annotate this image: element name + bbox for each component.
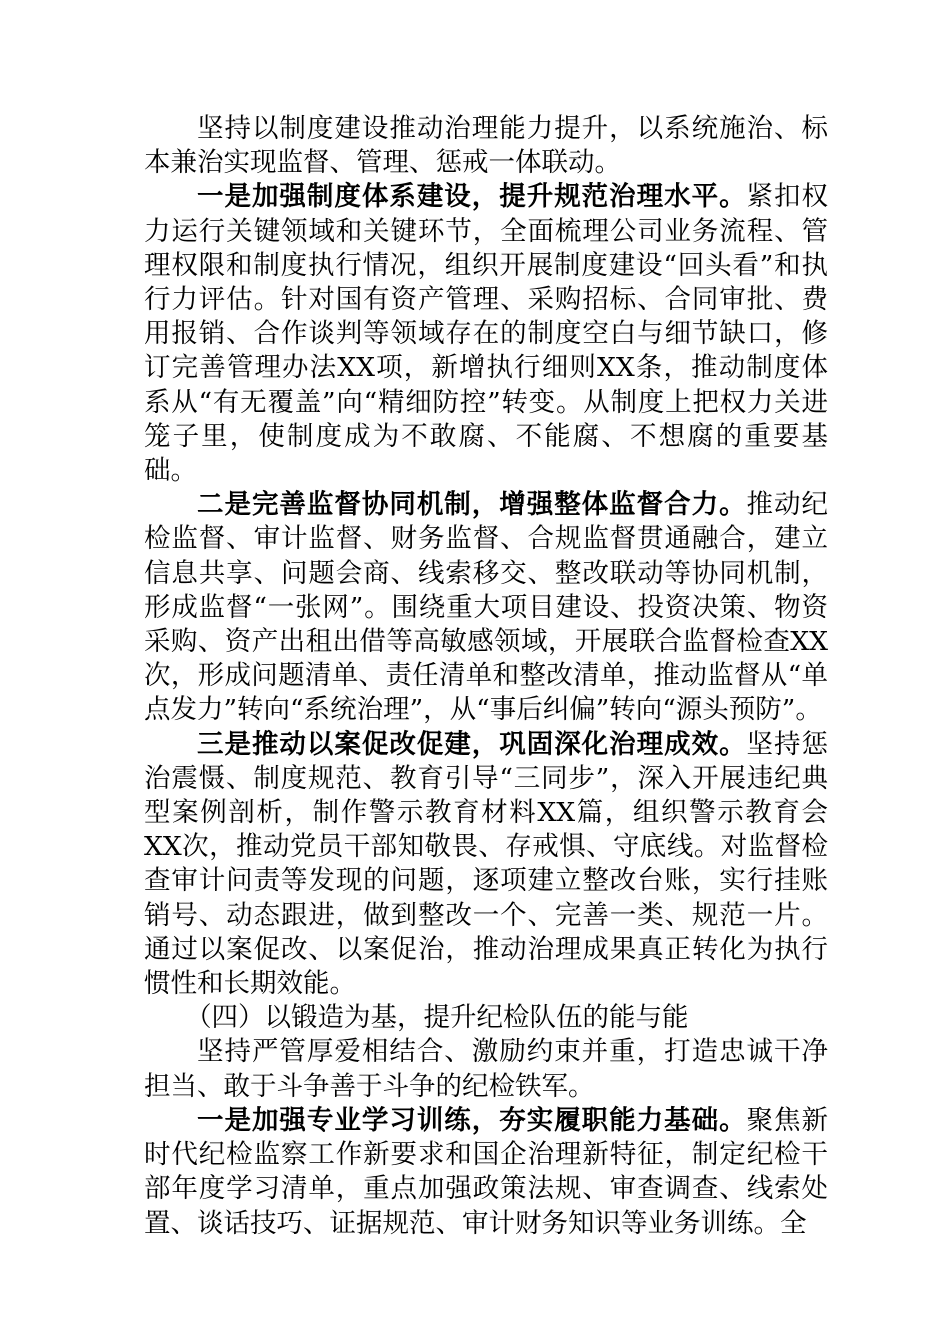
document-body <box>144 112 828 1241</box>
paragraph-text: 坚持严管厚爱相结合、激励约束并重，打造忠诚干净担当、敢于斗争善于斗争的纪检铁军。 <box>144 1036 828 1102</box>
paragraph-text: 紧扣权力运行关键领域和关键环节，全面梳理公司业务流程、管理权限和制度执行情况，组织开展制度建设“回头看”和执行力评估。针对国有资产管理、采购招标、合同审批、费用报销、合作谈判等领域存在的制度空白与细节缺口，修订完善管理办法XX项，新增执行细则XX条，推动制度体系从“有无覆盖”向“精细防控”转变。从制度上把权力关进笼子里，使制度成为不敢腐、不能腐、不想腐的重要基础。 <box>144 181 829 487</box>
paragraph-lead: 一是加强制度体系建设，提升规范治理水平。 <box>197 181 747 213</box>
paragraph-intro <box>144 112 828 180</box>
paragraph-case-reform <box>144 728 828 1002</box>
section-heading: （四）以锻造为基，提升纪检队伍的能与能 <box>185 1002 689 1034</box>
paragraph-institution-building <box>144 180 828 488</box>
paragraph-text: 坚持惩治震慑、制度规范、教育引导“三同步”，深入开展违纪典型案例剖析，制作警示教育材料XX篇，组织警示教育会XX次，推动党员干部知敬畏、存戒惧、守底线。对监督检查审计问责等发现的问题，逐项建立整改台账，实行挂账销号、动态跟进，做到整改一个、完善一类、规范一片。通过以案促改、以案促治，推动治理成果真正转化为执行惯性和长期效能。 <box>144 728 829 1000</box>
paragraph-text: 推动纪检监督、审计监督、财务监督、合规监督贯通融合，建立信息共享、问题会商、线索移交、整改联动等协同机制，形成监督“一张网”。围绕重大项目建设、投资决策、物资采购、资产出租出借等高敏感领域，开展联合监督检查XX次，形成问题清单、责任清单和整改清单，推动监督从“单点发力”转向“系统治理”，从“事后纠偏”转向“源头预防”。 <box>144 489 829 726</box>
paragraph-lead: 三是推动以案促改促建，巩固深化治理成效。 <box>197 728 747 760</box>
paragraph-text: 坚持以制度建设推动治理能力提升，以系统施治、标本兼治实现监督、管理、惩戒一体联动。 <box>144 113 828 179</box>
paragraph-lead: 一是加强专业学习训练，夯实履职能力基础。 <box>197 1104 747 1136</box>
paragraph-text: 聚焦新时代纪检监察工作新要求和国企治理新特征，制定纪检干部年度学习清单，重点加强政策法规、审查调查、线索处置、谈话技巧、证据规范、审计财务知识等业务训练。全 <box>144 1104 829 1239</box>
paragraph-lead: 二是完善监督协同机制，增强整体监督合力。 <box>197 489 747 521</box>
paragraph-team-intro <box>144 1035 828 1103</box>
paragraph-professional-training <box>144 1104 828 1241</box>
paragraph-supervision-synergy <box>144 488 828 727</box>
